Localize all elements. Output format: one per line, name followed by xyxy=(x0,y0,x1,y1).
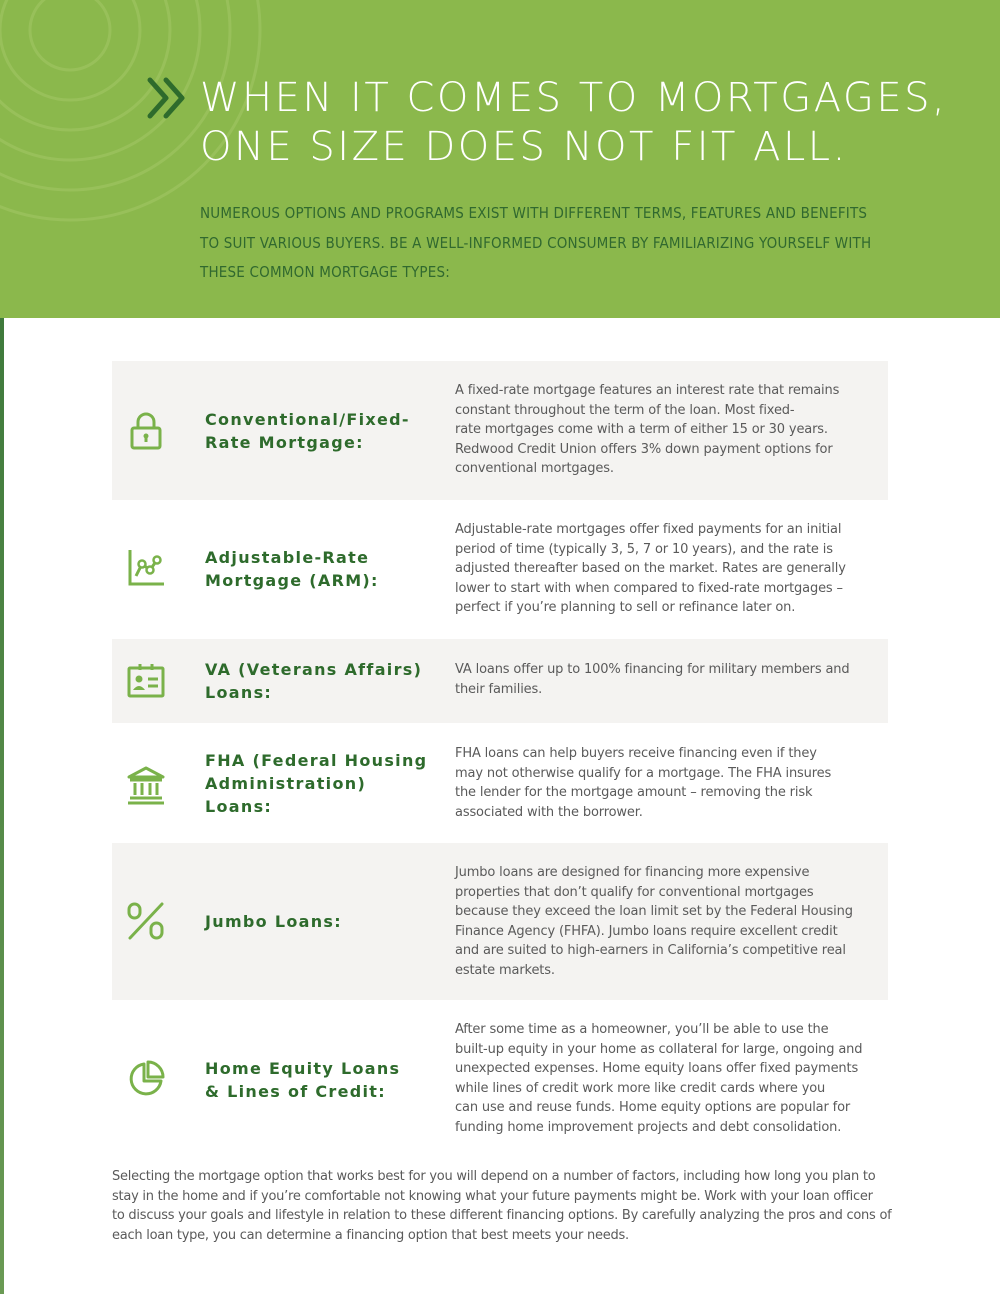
mortgage-type-label xyxy=(205,408,435,454)
mortgage-type-description xyxy=(455,744,875,822)
padlock-icon xyxy=(126,410,166,450)
hero-banner xyxy=(0,0,1000,318)
mortgage-type-description xyxy=(455,520,875,618)
description-line: Redwood Credit Union offers 3% down payment options for xyxy=(455,441,833,457)
mortgage-type-row xyxy=(112,361,888,500)
label-line: Loans: xyxy=(205,683,273,702)
mortgage-type-description xyxy=(455,1020,875,1138)
description-line: Jumbo loans are designed for financing more expensive xyxy=(455,865,810,880)
mortgage-type-label xyxy=(205,1057,435,1103)
mortgage-type-description xyxy=(455,381,875,479)
closing-paragraph xyxy=(112,1167,892,1245)
label-line: VA (Veterans Affairs) xyxy=(205,660,423,679)
label-line: Conventional/Fixed- xyxy=(205,410,410,429)
description-line: Adjustable-rate mortgages offer fixed payments for an initial xyxy=(455,522,842,537)
description-line: because they exceed the loan limit set by the Federal Housing xyxy=(455,904,853,920)
description-line: VA loans offer up to 100% financing for military members and xyxy=(455,662,850,677)
page-title xyxy=(200,74,980,172)
label-line: Administration) xyxy=(205,774,367,793)
description-line: conventional mortgages. xyxy=(455,461,614,477)
label-line: Loans: xyxy=(205,797,273,816)
description-line: may not otherwise qualify for a mortgage. The FHA insures xyxy=(455,765,832,781)
description-line: period of time (typically 3, 5, 7 or 10 years), and the rate is xyxy=(455,541,833,557)
mortgage-types-list xyxy=(112,361,888,1158)
description-line: constant throughout the term of the loan. Most fixed- xyxy=(455,402,795,418)
page-subtitle xyxy=(200,199,900,288)
description-line: A fixed-rate mortgage features an interest rate that remains xyxy=(455,383,840,398)
title-line: ONE SIZE DOES NOT FIT ALL. xyxy=(200,124,848,170)
pie-chart-icon xyxy=(126,1059,166,1099)
description-line: rate mortgages come with a term of either 15 or 30 years. xyxy=(455,422,828,438)
subtitle-line: TO SUIT VARIOUS BUYERS. BE A WELL-INFORMED CONSUMER BY FAMILIARIZING YOURSELF WITH xyxy=(200,233,872,252)
description-line: adjusted thereafter based on the market. Rates are generally xyxy=(455,561,846,577)
label-line: Rate Mortgage: xyxy=(205,433,364,452)
label-line: & Lines of Credit: xyxy=(205,1082,386,1101)
closing-line: stay in the home and if you’re comfortable not knowing what your future payments might be. Work with your loan officer xyxy=(112,1188,873,1204)
description-line: unexpected expenses. Home equity loans offer fixed payments xyxy=(455,1061,859,1077)
description-line: associated with the borrower. xyxy=(455,804,643,820)
subtitle-line: NUMEROUS OPTIONS AND PROGRAMS EXIST WITH DIFFERENT TERMS, FEATURES AND BENEFITS xyxy=(200,204,868,222)
closing-line: Selecting the mortgage option that works best for you will depend on a number of factors, including how long you plan to xyxy=(112,1169,876,1184)
mortgage-type-label xyxy=(205,658,435,704)
label-line: Jumbo Loans: xyxy=(205,912,342,931)
description-line: properties that don’t qualify for conventional mortgages xyxy=(455,884,814,900)
mortgage-type-label xyxy=(205,749,435,818)
description-line: FHA loans can help buyers receive financing even if they xyxy=(455,746,817,761)
closing-line: to discuss your goals and lifestyle in relation to these different financing options. By carefully analyzing the pros and cons of xyxy=(112,1208,892,1224)
description-line: Finance Agency (FHFA). Jumbo loans require excellent credit xyxy=(455,923,838,939)
closing-line: each loan type, you can determine a financing option that best meets your needs. xyxy=(112,1227,629,1243)
mortgage-type-description xyxy=(455,863,875,981)
mortgage-type-row xyxy=(112,843,888,1000)
double-chevron-right-icon xyxy=(146,76,188,120)
description-line: the lender for the mortgage amount – removing the risk xyxy=(455,785,813,801)
description-line: and are suited to high-earners in California’s competitive real xyxy=(455,943,846,959)
title-line: WHEN IT COMES TO MORTGAGES, xyxy=(200,75,948,121)
percent-icon xyxy=(126,901,166,941)
description-line: lower to start with when compared to fixed-rate mortgages – xyxy=(455,580,843,596)
label-line: Home Equity Loans xyxy=(205,1059,401,1078)
label-line: Adjustable-Rate xyxy=(205,548,370,567)
description-line: estate markets. xyxy=(455,962,555,978)
label-line: Mortgage (ARM): xyxy=(205,571,379,590)
description-line: perfect if you’re planning to sell or refinance later on. xyxy=(455,600,796,616)
label-line: FHA (Federal Housing xyxy=(205,751,428,770)
bank-building-icon xyxy=(126,765,166,805)
subtitle-line: THESE COMMON MORTGAGE TYPES: xyxy=(200,263,450,281)
mortgage-type-label xyxy=(205,546,435,592)
description-line: while lines of credit work more like credit cards where you xyxy=(455,1080,826,1096)
mortgage-type-row xyxy=(112,500,888,639)
description-line: built-up equity in your home as collateral for large, ongoing and xyxy=(455,1041,863,1057)
description-line: can use and reuse funds. Home equity options are popular for xyxy=(455,1100,851,1116)
mortgage-type-label xyxy=(205,910,435,933)
mortgage-type-row xyxy=(112,1000,888,1158)
mortgage-type-row xyxy=(112,639,888,723)
description-line: funding home improvement projects and debt consolidation. xyxy=(455,1119,842,1135)
description-line: After some time as a homeowner, you’ll be able to use the xyxy=(455,1022,829,1037)
mortgage-type-row xyxy=(112,723,888,843)
description-line: their families. xyxy=(455,681,543,697)
line-chart-icon xyxy=(126,548,166,588)
mortgage-type-description xyxy=(455,660,875,699)
id-card-icon xyxy=(126,661,166,701)
left-edge-accent xyxy=(0,318,4,1294)
